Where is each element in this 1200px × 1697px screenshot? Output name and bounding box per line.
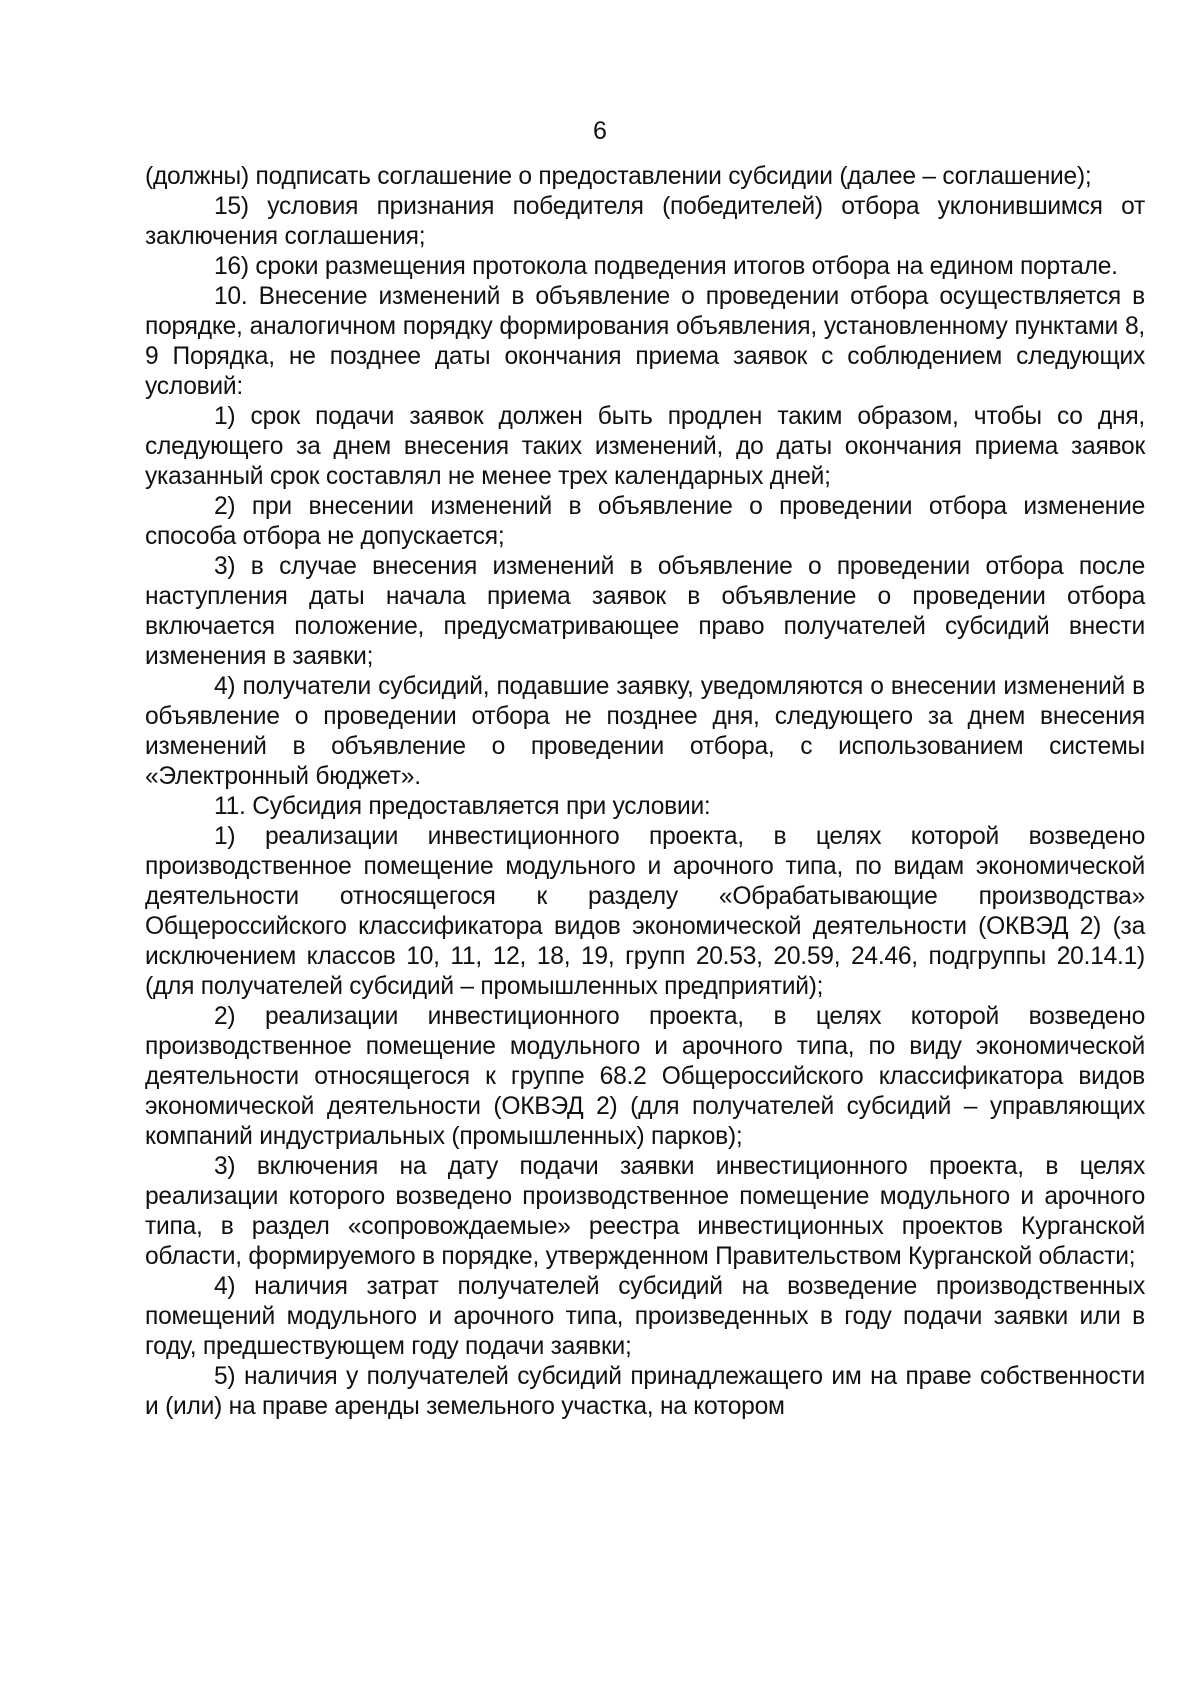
paragraph-clause-11: 11. Субсидия предоставляется при условии: [214, 793, 711, 820]
paragraph-clause-10-item-3: 3) в случае внесения изменений в объявление о проведении отбора после наступления даты начала приема заявок в объявление о проведении отбора включается положение, предусматривающее право получателей субсидий внести изменения в заявки; [145, 553, 1145, 670]
paragraph-clause-10-item-2: 2) при внесении изменений в объявление о проведении отбора изменение способа отбора не допускается; [145, 493, 1145, 550]
paragraph-clause-11-item-2: 2) реализации инвестиционного проекта, в целях которой возведено производственное помещение модульного и арочного типа, по виду экономической деятельности относящегося к группе 68.2 Общероссийского классификатора видов экономической деятельности (ОКВЭД 2) (для получателей субсидий – управляющих компаний индустриальных (промышленных) парков); [145, 1003, 1145, 1150]
paragraph-clause-10-item-4: 4) получатели субсидий, подавшие заявку, уведомляются о внесении изменений в объявление о проведении отбора не позднее дня, следующего за днем внесения изменений в объявление о проведении отбора, с использованием системы «Электронный бюджет». [145, 673, 1145, 790]
paragraph-clause-11-item-3: 3) включения на дату подачи заявки инвестиционного проекта, в целях реализации которого возведено производственное помещение модульного и арочного типа, в раздел «сопровождаемые» реестра инвестиционных проектов Курганской области, формируемого в порядке, утвержденном Правительством Курганской области; [145, 1153, 1145, 1270]
page-number: 6 [593, 117, 607, 145]
paragraph-item-16: 16) сроки размещения протокола подведения итогов отбора на едином портале. [214, 253, 1118, 280]
paragraph-item-15: 15) условия признания победителя (победителей) отбора уклонившимся от заключения соглашения; [145, 193, 1145, 250]
document-body [145, 162, 1145, 1422]
paragraph-clause-10-item-1: 1) срок подачи заявок должен быть продлен таким образом, чтобы со дня, следующего за днем внесения таких изменений, до даты окончания приема заявок указанный срок составлял не менее трех календарных дней; [145, 403, 1145, 490]
paragraph-continuation: (должны) подписать соглашение о предоставлении субсидии (далее – соглашение); [145, 163, 1092, 190]
paragraph-clause-10: 10. Внесение изменений в объявление о проведении отбора осуществляется в порядке, аналогичном порядку формирования объявления, установленному пунктами 8, 9 Порядка, не позднее даты окончания приема заявок с соблюдением следующих условий: [145, 283, 1145, 400]
paragraph-clause-11-item-4: 4) наличия затрат получателей субсидий на возведение производственных помещений модульного и арочного типа, произведенных в году подачи заявки или в году, предшествующем году подачи заявки; [145, 1273, 1145, 1360]
paragraph-clause-11-item-5: 5) наличия у получателей субсидий принадлежащего им на праве собственности и (или) на праве аренды земельного участка, на котором [145, 1363, 1145, 1420]
paragraph-clause-11-item-1: 1) реализации инвестиционного проекта, в целях которой возведено производственное помещение модульного и арочного типа, по видам экономической деятельности относящегося к разделу «Обрабатывающие производства» Общероссийского классификатора видов экономической деятельности (ОКВЭД 2) (за исключением классов 10, 11, 12, 18, 19, групп 20.53, 20.59, 24.46, подгруппы 20.14.1) (для получателей субсидий – промышленных предприятий); [145, 823, 1145, 1000]
